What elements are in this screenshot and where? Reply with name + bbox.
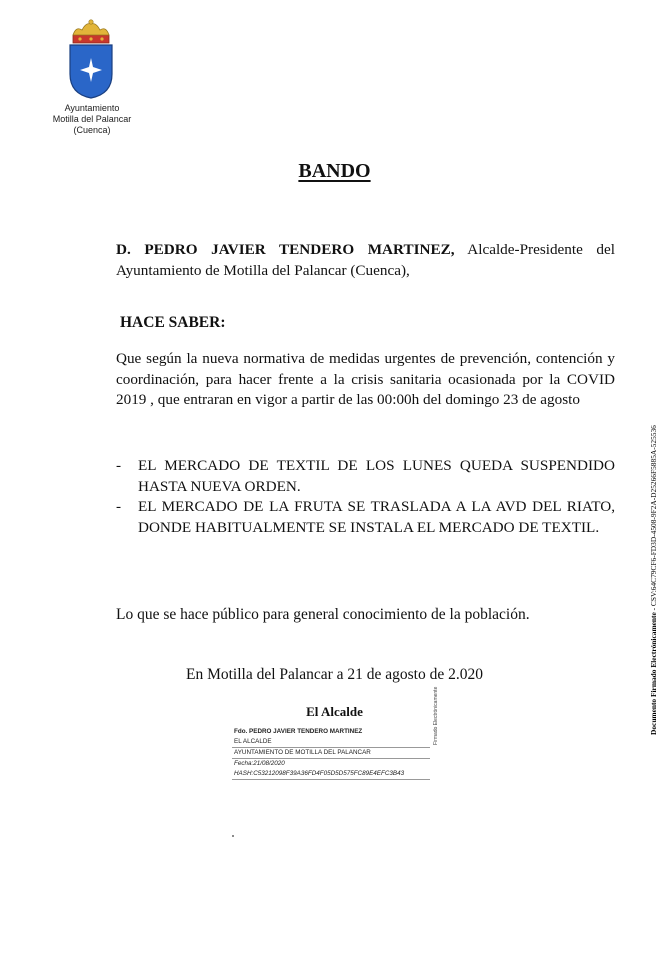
list-item: - EL MERCADO DE TEXTIL DE LOS LUNES QUEDA SUSPENDIDO HASTA NUEVA ORDEN. <box>116 457 615 495</box>
place-date: En Motilla del Palancar a 21 de agosto de 2.020 <box>185 666 483 683</box>
signature-date: Fecha:21/08/2020 <box>234 760 285 767</box>
measures-list <box>116 456 615 538</box>
sidebar-bold: Documento Firmado Electrónicamente <box>649 612 658 735</box>
signature-side-label: Firmado Electrónicamente <box>433 686 439 745</box>
org-name-line1: Ayuntamiento <box>64 103 120 113</box>
stray-dot <box>232 835 234 837</box>
electronic-signature-block <box>232 727 430 780</box>
sidebar-code: - CSV:64C79CF6-FD3D-4508-9F2A-D25266F5885A-525536 <box>649 425 658 613</box>
mayor-name: D. PEDRO JAVIER TENDERO MARTINEZ, <box>116 241 455 258</box>
signature-role: EL ALCALDE <box>232 737 430 748</box>
signature-org: AYUNTAMIENTO DE MOTILLA DEL PALANCAR <box>232 748 430 759</box>
signature-signer: Fdo. PEDRO JAVIER TENDERO MARTINEZ <box>234 728 363 735</box>
csv-verification-sidebar <box>649 425 658 735</box>
closing-paragraph: Lo que se hace público para general conocimiento de la población. <box>116 606 530 623</box>
document-title: BANDO <box>298 160 371 182</box>
list-item: - EL MERCADO DE LA FRUTA SE TRASLADA A LA AVD DEL RIATO, DONDE HABITUALMENTE SE INSTALA EL MERCADO DE TEXTIL. <box>116 498 615 536</box>
org-name-line2: Motilla del Palancar <box>52 114 132 124</box>
signature-hash: HASH:C53212098F39A36FD4F05D5D575FC89E4EFC3B43 <box>232 769 430 780</box>
signer-role: El Alcalde <box>306 704 363 719</box>
body-paragraph: Que según la nueva normativa de medidas urgentes de prevención, contención y coordinación, para hacer frente a la crisis sanitaria ocasionada por la COVID 2019 , que entraran en vigor a partir de las 00:00h del domingo 23 de agosto <box>116 350 615 408</box>
intro-rest: Alcalde-Presidente del Ayuntamiento de Motilla del Palancar (Cuenca), <box>116 241 615 279</box>
hace-saber-heading: HACE SABER: <box>120 314 226 331</box>
org-name-line3: (Cuenca) <box>73 125 111 135</box>
intro-paragraph <box>116 240 615 281</box>
coat-of-arms-icon <box>62 18 120 100</box>
